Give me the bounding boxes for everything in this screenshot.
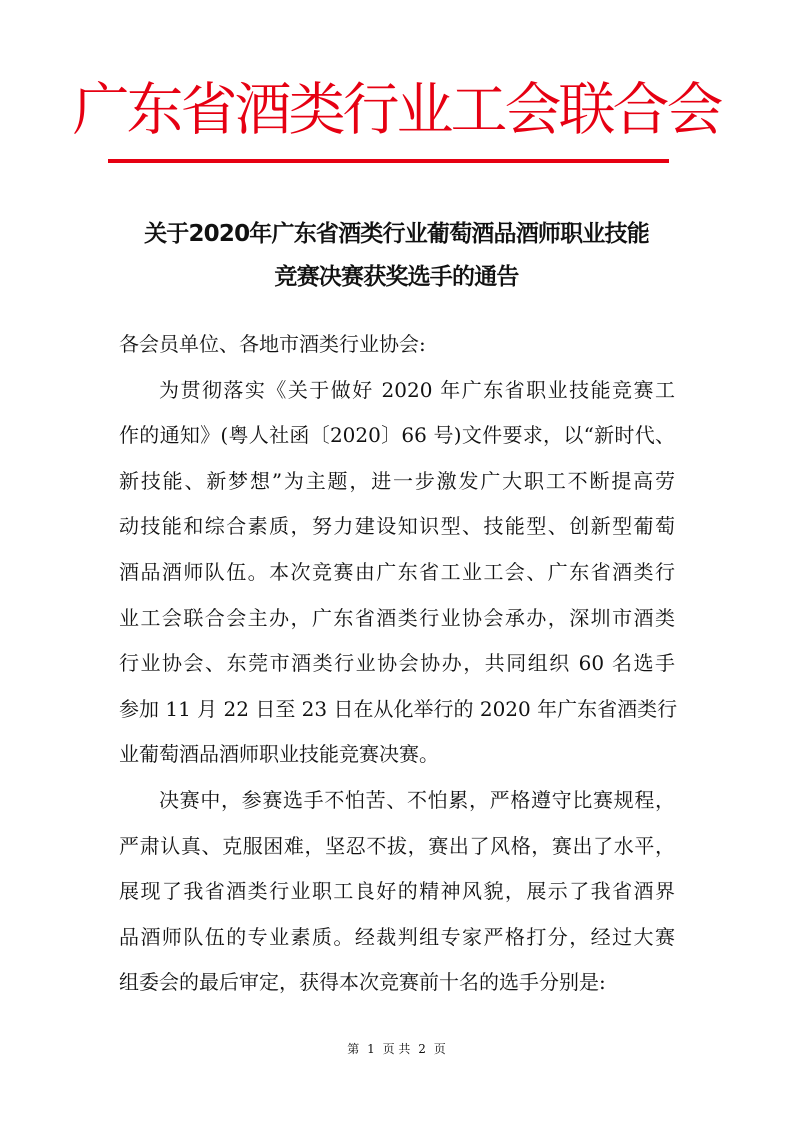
page-footer xyxy=(0,1041,793,1057)
footer-middle: 页 共 xyxy=(382,1042,411,1056)
paragraph-1-line: 业葡萄酒品酒师职业技能竞赛决赛。 xyxy=(119,742,439,767)
notice-title-line-2: 竞赛决赛获奖选手的通告 xyxy=(274,264,519,290)
paragraph-1-line: 酒品酒师队伍。本次竞赛由广东省工业工会、广东省酒类行 xyxy=(119,559,675,584)
paragraph-2-line: 展现了我省酒类行业职工良好的精神风貌，展示了我省酒界 xyxy=(119,879,675,904)
paragraph-2 xyxy=(119,778,675,1006)
paragraph-1-line: 动技能和综合素质，努力建设知识型、技能型、创新型葡萄 xyxy=(119,514,675,539)
paragraph-1-line: 为贯彻落实《关于做好 2020 年广东省职业技能竞赛工 xyxy=(159,377,675,402)
letterhead-org-name: 广东省酒类行业工会联合会 xyxy=(72,77,721,143)
footer-page-total: 2 xyxy=(418,1042,426,1056)
paragraph-2-line: 严肃认真、克服困难，坚忍不拔，赛出了风格，赛出了水平， xyxy=(119,833,675,858)
letterhead-red-rule xyxy=(108,159,669,163)
notice-title xyxy=(112,213,681,299)
paragraph-1 xyxy=(119,368,678,778)
paragraph-1-line: 新技能、新梦想”为主题，进一步激发广大职工不断提高劳 xyxy=(119,468,675,493)
paragraph-1-line: 行业协会、东莞市酒类行业协会协办，共同组织 60 名选手 xyxy=(119,651,675,676)
footer-prefix: 第 xyxy=(347,1042,360,1056)
footer-page-current: 1 xyxy=(367,1042,375,1056)
paragraph-1-line: 参加 11 月 22 日至 23 日在从化举行的 2020 年广东省酒类行 xyxy=(119,696,678,721)
notice-title-line-1: 关于2020年广东省酒类行业葡萄酒品酒师职业技能 xyxy=(144,221,649,247)
footer-suffix: 页 xyxy=(433,1042,446,1056)
paragraph-1-line: 作的通知》(粤人社函〔2020〕66 号)文件要求，以“新时代、 xyxy=(119,423,675,448)
paragraph-1-line: 业工会联合会主办，广东省酒类行业协会承办，深圳市酒类 xyxy=(119,605,675,630)
paragraph-2-line: 品酒师队伍的专业素质。经裁判组专家严格打分，经过大赛 xyxy=(119,924,675,949)
paragraph-2-line: 决赛中，参赛选手不怕苦、不怕累，严格遵守比赛规程， xyxy=(159,787,675,812)
salutation: 各会员单位、各地市酒类行业协会: xyxy=(119,332,426,356)
notice-body xyxy=(119,322,678,1006)
paragraph-2-line: 组委会的最后审定，获得本次竞赛前十名的选手分别是: xyxy=(119,970,606,995)
